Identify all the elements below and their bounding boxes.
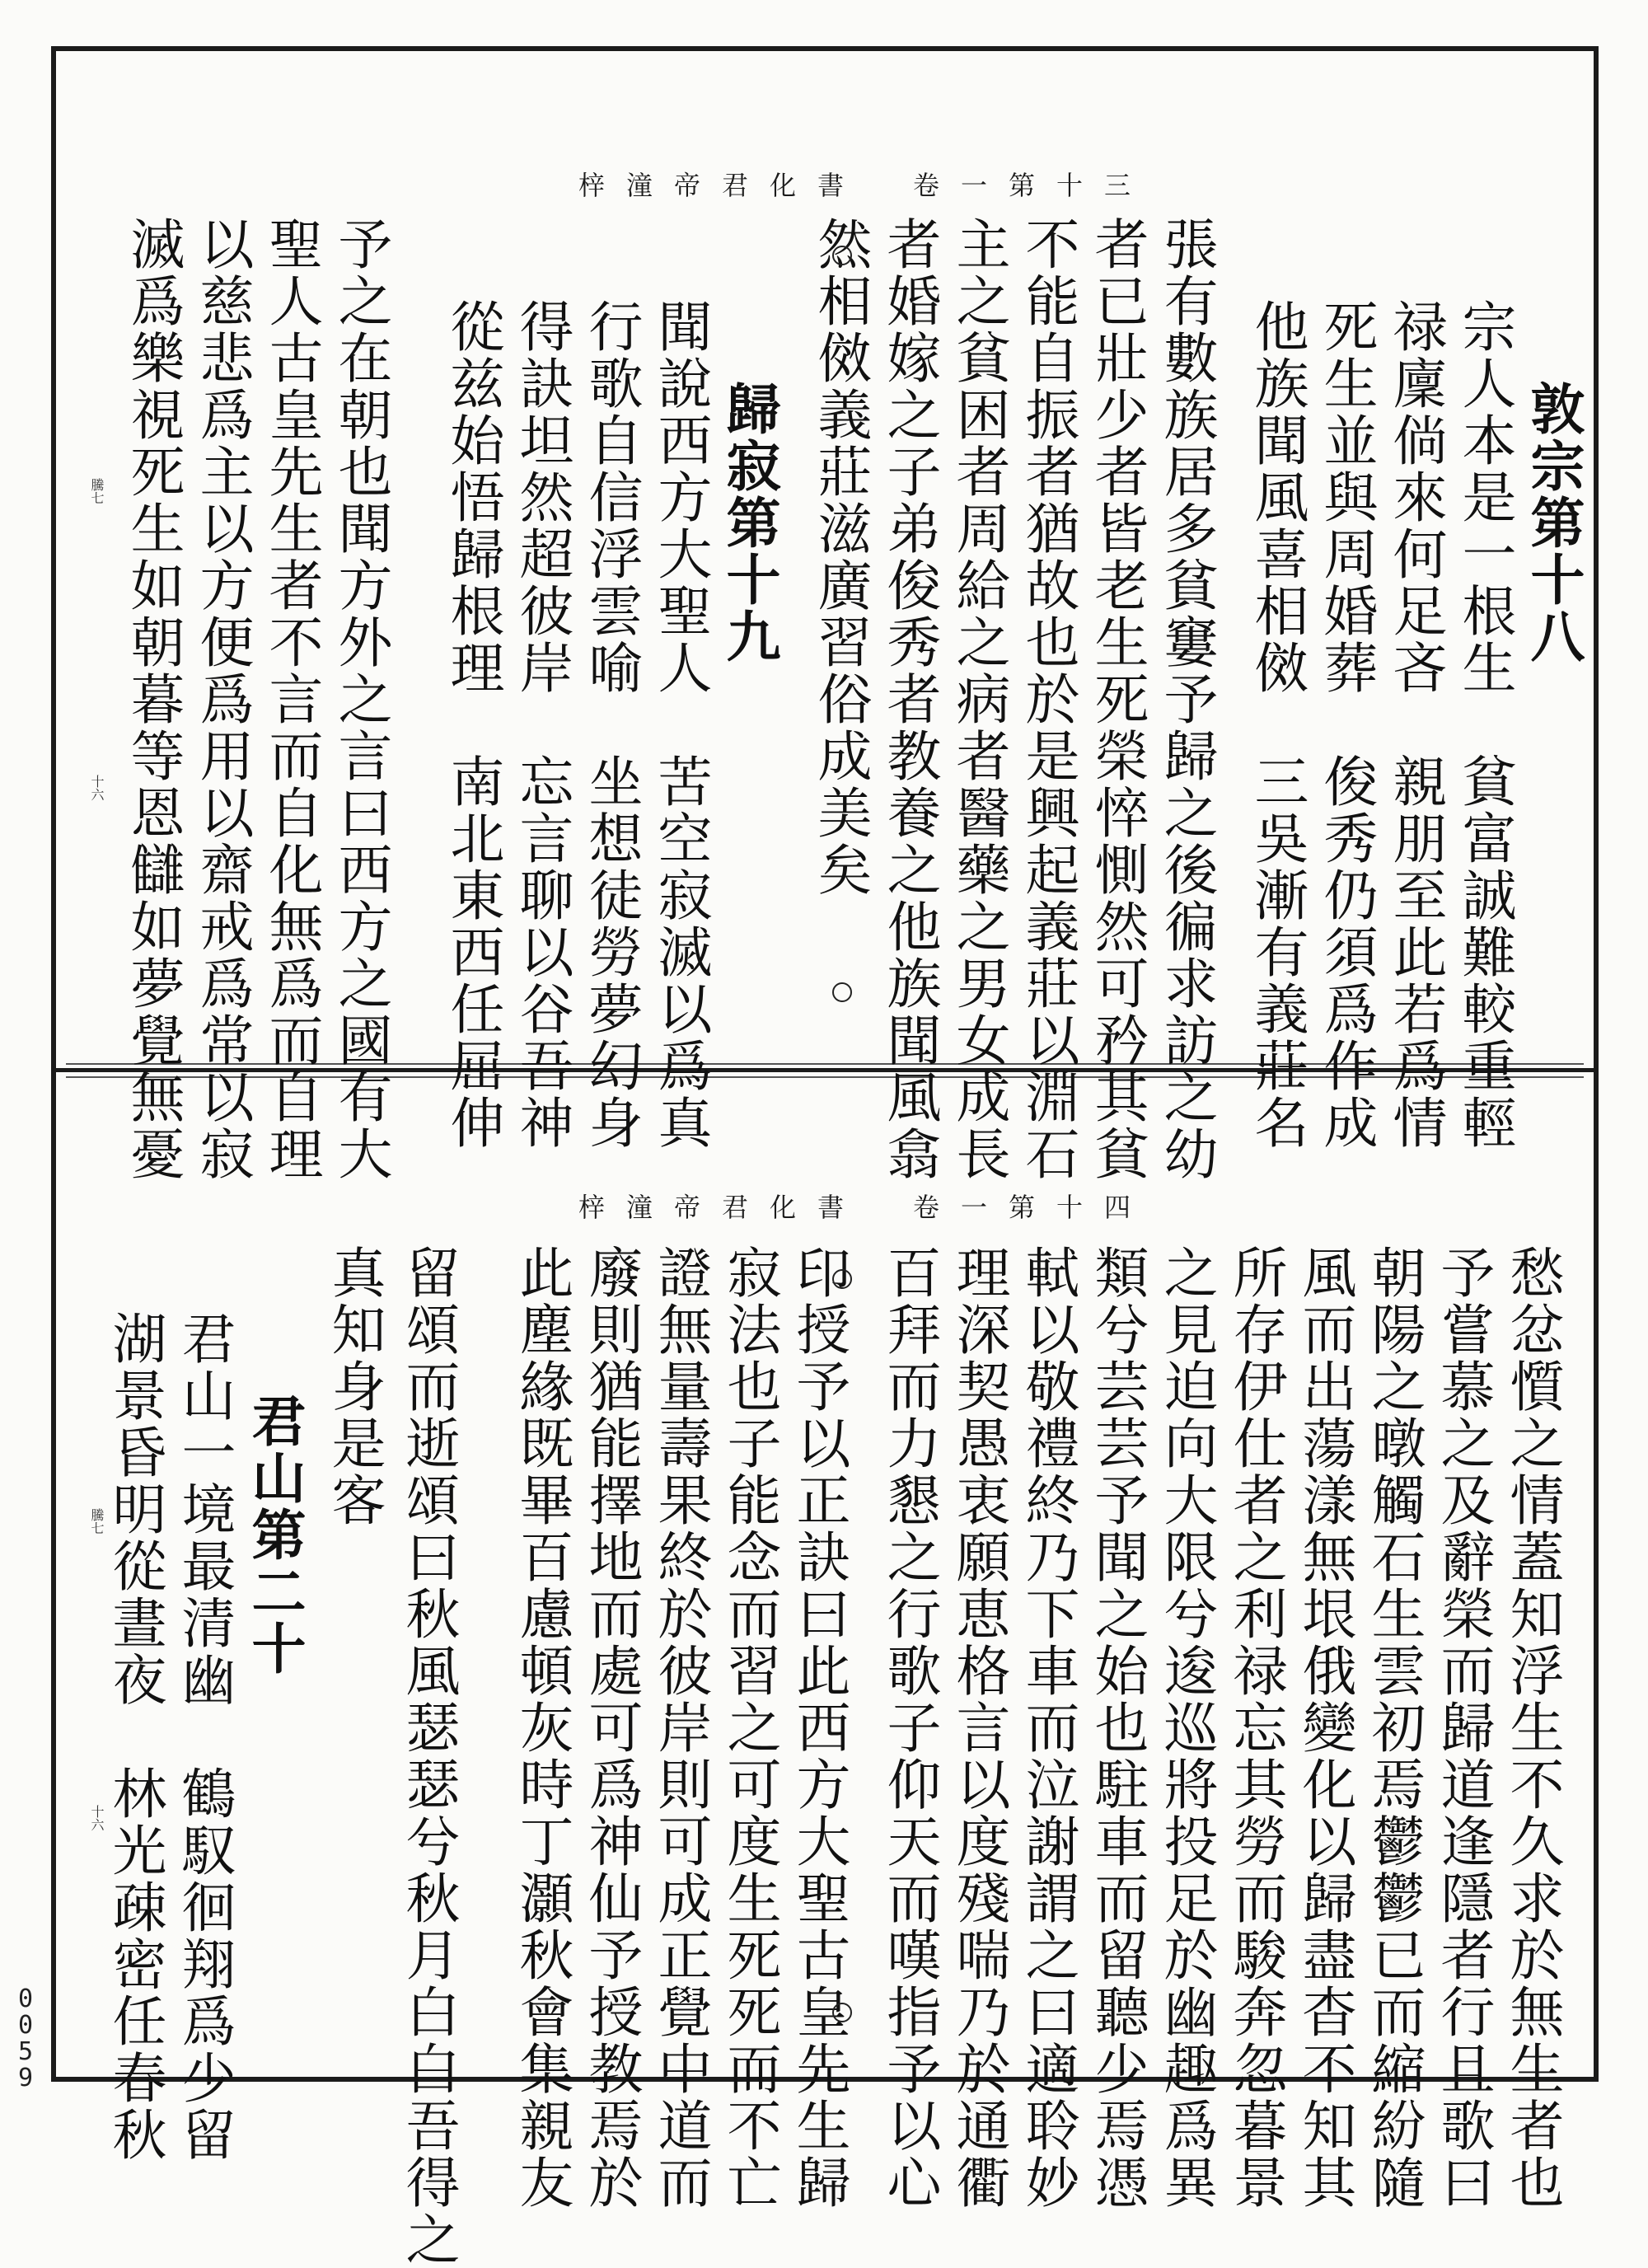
top-col-10-prose: 者婚嫁之子弟俊秀者教養之他族聞風翕 (878, 216, 941, 1183)
bottom-col-20-verse: 湖景昏明從晝夜 林光疎密任春秋 (103, 1310, 166, 2163)
bottom-col-4-prose: 風而出蕩漾無垠俄變化以歸盡杳不知其 (1293, 1244, 1356, 2211)
bottom-circle-mark-upper (832, 1269, 852, 1289)
top-col-15-verse: 得訣坦然超彼岸 忘言聊以谷吾神 (510, 298, 574, 1151)
bottom-col-9-prose: 理深契愚衷願恵格言以度殘喘乃於通衢 (947, 1244, 1010, 2211)
top-col-4-verse: 死生並與周婚葬 俊秀仍須爲作成 (1314, 298, 1378, 1151)
top-col-11-prose: 然相傚義莊滋廣習俗成美矣 (808, 216, 872, 898)
top-col-14-verse: 行歌自信浮雲喻 坐想徒勞夢幻身 (579, 298, 643, 1151)
bottom-page-header: 梓潼帝君化書 卷一第十四 (578, 1192, 1152, 1223)
top-col-12-section-title: 歸寂第十九 (717, 381, 781, 665)
bottom-col-18-section-title: 君山第二十 (242, 1393, 307, 1677)
bottom-col-19-verse: 君山一境最清幽 鶴馭徊翔爲少留 (172, 1310, 236, 2163)
top-circle-mark-upper (832, 246, 852, 265)
top-circle-mark-lower (832, 982, 852, 1002)
bottom-col-3-prose: 朝陽之暾觸石生雲初焉鬱鬱已而縮紛隨 (1362, 1244, 1426, 2211)
top-col-5-verse: 他族聞風喜相傚 三吳漸有義莊名 (1245, 298, 1309, 1151)
bottom-col-17-prose: 真知身是客 (322, 1244, 386, 1529)
top-col-9-prose: 主之貧困者周給之病者醫藥之男女成長 (947, 216, 1010, 1183)
bottom-col-6-prose: 之見迫向大限兮逡巡將投足於幽趣爲異 (1154, 1244, 1218, 2211)
bottom-col-2-prose: 予嘗慕之及辭榮而歸道逢隱者行且歌曰 (1431, 1244, 1495, 2211)
top-col-17-prose: 予之在朝也聞方外之言曰西方之國有大 (329, 216, 392, 1183)
bottom-col-13-prose: 證無量壽果終於彼岸則可成正覺中道而 (648, 1244, 712, 2211)
top-page-header: 梓潼帝君化書 卷一第十三 (578, 170, 1152, 201)
page-number-digit: 5 (18, 2037, 34, 2066)
bottom-folio-right: 十六 (89, 1805, 105, 1831)
top-col-6-prose: 張有數族居多貧窶予歸之後徧求訪之幼 (1154, 216, 1218, 1183)
bottom-col-8-prose: 軾以敬禮終乃下車而泣謝謂之曰適聆妙 (1016, 1244, 1079, 2211)
bottom-col-10-prose: 百拜而力懇之行歌子仰天而嘆指予以心 (878, 1244, 941, 2211)
bottom-col-1-prose: 愁忿懫之情蓋知浮生不久求於無生者也 (1501, 1244, 1564, 2211)
bottom-col-7-prose: 類兮芸芸予聞之始也駐車而留聽少焉憑 (1085, 1244, 1149, 2211)
top-col-19-prose: 以慈悲爲主以方便爲用以齋戒爲常以寂 (190, 216, 254, 1183)
bottom-col-14-prose: 廢則猶能擇地而處可爲神仙予授教焉於 (579, 1244, 643, 2211)
bottom-col-11-prose: 印授予以正訣曰此西方大聖古皇先生歸 (787, 1244, 850, 2211)
top-col-18-prose: 聖人古皇先生者不言而自化無爲而自理 (260, 216, 323, 1183)
bottom-col-12-prose: 寂法也子能念而習之可度生死死而不亡 (718, 1244, 781, 2211)
top-col-16-verse: 從兹始悟歸根理 南北東西任屈伸 (441, 298, 504, 1151)
bottom-col-15-prose: 此塵緣既畢百慮頓灰時丁灝秋會集親友 (510, 1244, 574, 2211)
bottom-col-16-prose: 留頌而逝頌曰秋風瑟瑟兮秋月白白吾得之 (396, 1244, 460, 2268)
top-col-8-prose: 不能自振者猶故也於是興起義莊以淵石 (1016, 216, 1079, 1183)
top-col-3-verse: 禄廩倘來何足吝 親朋至此若爲情 (1383, 298, 1447, 1151)
top-col-20-prose: 滅爲樂視死生如朝暮等恩讎如夢覺無憂 (121, 216, 185, 1183)
top-folio-left: 騰七 (89, 478, 105, 504)
top-folio-right: 十六 (89, 775, 105, 801)
bottom-folio-left: 騰七 (89, 1508, 105, 1535)
bottom-col-5-prose: 所存伊仕者之利禄忘其勞而駿奔忽暮景 (1224, 1244, 1287, 2211)
top-col-1-section-title: 敦宗第十八 (1521, 381, 1585, 665)
top-col-2-verse: 宗人本是一根生 貧富誠難較重輕 (1453, 298, 1516, 1151)
page-number-digit: 0 (18, 2011, 34, 2040)
page-number-digit: 9 (18, 2064, 34, 2092)
top-col-13-verse: 聞說西方大聖人 苦空寂滅以爲真 (648, 298, 712, 1151)
bottom-circle-mark-lower (832, 2003, 852, 2022)
top-col-7-prose: 者已壯少者皆老生死榮悴惻然可矜其貧 (1085, 216, 1149, 1183)
page-number-digit: 0 (18, 1984, 34, 2013)
page-number (18, 1986, 35, 2092)
